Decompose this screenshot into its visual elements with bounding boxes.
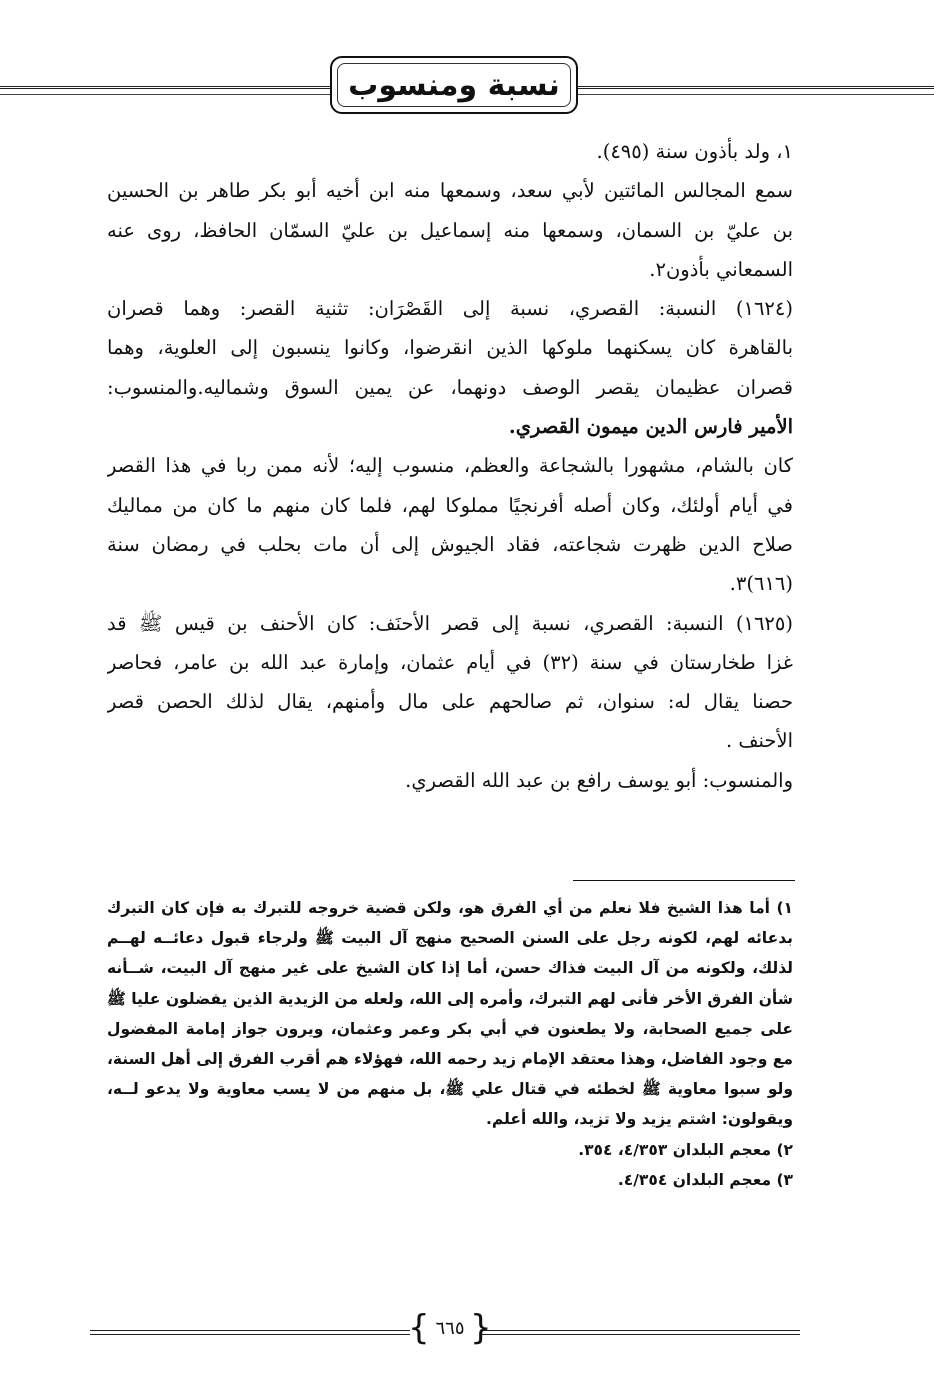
footnote-line: لذلك، ولكونه من آل البيت فذاك حسن، أما إذا كان الشيخ على غير منهج آل البيت، شــأنه (107, 959, 793, 978)
footer-rule-right-thin (482, 1334, 800, 1335)
text-line: قصران عظيمان يقصر الوصف دونهما، عن يمين السوق وشماليه.والمنسوب: (107, 375, 793, 399)
footer-rule-left-thin (90, 1334, 410, 1335)
main-text (107, 132, 793, 800)
text-line: ١، ولد بأذون سنة (٤٩٥). (596, 140, 793, 163)
entry-1624-heading-line: (١٦٢٤) النسبة: القصري، نسبة إلى القَصْرَان: تثنية القصر: وهما قصران (107, 297, 793, 321)
running-title: نسبة ومنسوب (348, 67, 560, 103)
text-line: حصنا يقال له: سنوان، ثم صالحهم على مال وأمنهم، يقال لذلك الحصن قصر (107, 690, 793, 714)
text-line: كان بالشام، مشهورا بالشجاعة والعظم، منسوب إليه؛ لأنه ممن ربا في هذا القصر (107, 454, 793, 478)
footnote-line: ويقولون: اشتم يزيد ولا تزيد، والله أعلم. (485, 1110, 793, 1129)
footnote-line: ٣) معجم البلدان ٤/٣٥٤. (617, 1170, 793, 1189)
header-rule-right (578, 86, 934, 89)
text-line: السمعاني بأذون٢. (649, 257, 793, 281)
footnote-line: على جميع الصحابة، ولا يطعنون في أبي بكر وعمر وعثمان، ويرون جواز إمامة المفضول (107, 1019, 793, 1038)
text-line: صلاح الدين ظهرت شجاعته، فقاد الجيوش إلى أن مات بحلب في رمضان سنة (107, 532, 793, 556)
footnote-line: ١) أما هذا الشيخ فلا نعلم من أي الفرق هو، ولكن قضية خروجه للتبرك به فإن كان التبرك (107, 899, 793, 917)
text-line: الأحنف . (725, 729, 793, 753)
entry-1625-heading-line: (١٦٢٥) النسبة: القصري، نسبة إلى قصر الأحنَف: كان الأحنف بن قيس ﷺ قد (107, 611, 793, 635)
right-brace-ornament: } (470, 1308, 492, 1348)
footer-rule-right (482, 1330, 800, 1331)
text-line: بالقاهرة كان يسكنهما ملوكها الذين انقرضوا، وكانوا ينسبون إلى العلوية، وهما (107, 336, 793, 360)
text-line: والمنسوب: أبو يوسف رافع بن عبد الله القصري. (405, 768, 793, 792)
running-title-frame (330, 56, 578, 114)
text-line: في أيام أولئك، وكان أصله أفرنجيًا مملوكا لهم، فلما كان منهم ما كان من مماليك (107, 493, 793, 517)
footnote-line: ٢) معجم البلدان ٤/٣٥٣، ٣٥٤. (578, 1140, 793, 1159)
footnote-line: شأن الفرق الأخر فأنى لهم التبرك، وأمره إلى الله، ولعله من الزيدية الذين يفضلون عليا ﷺ (107, 989, 793, 1008)
page-number: ٦٦٥ (435, 1318, 465, 1339)
text-line: غزا طخارستان في سنة (٣٢) في أيام عثمان، وإمارة عبد الله بن عامر، فحاصر (107, 650, 793, 674)
footer-rule-left (90, 1330, 410, 1331)
person-name-line: الأمير فارس الدين ميمون القصري. (508, 415, 793, 439)
footnote-line: بدعائه لهم، لكونه رجل على السنن الصحيح منهج آل البيت ﷺ ولرجاء قبول دعائــه لهــم (107, 929, 793, 948)
footnote-line: مع وجود الفاضل، وهذا معتقد الإمام زيد رحمه الله، فهؤلاء هم أقرب الفرق إلى أهل السنة، (107, 1049, 793, 1068)
text-line: (٦١٦)٣. (729, 572, 793, 596)
header-rule-left-thin (0, 94, 330, 95)
text-line: بن عليّ بن السمان، وسمعها منه إسماعيل بن عليّ السمّان الحافظ، روى عنه (107, 218, 793, 242)
footnote-line: ولو سبوا معاوية ﷺ لخطئه في قتال علي ﷺ، بل منهم من لا يسب معاوية ولا يدعو لــه، (107, 1080, 793, 1099)
footnotes (107, 893, 793, 1195)
header-rule-left (0, 86, 330, 89)
text-line: سمع المجالس المائتين لأبي سعد، وسمعها منه ابن أخيه أبو بكر طاهر بن الحسين (107, 179, 793, 203)
left-brace-ornament: { (408, 1308, 430, 1348)
footnote-separator (573, 880, 795, 881)
header-rule-right-thin (578, 94, 934, 95)
